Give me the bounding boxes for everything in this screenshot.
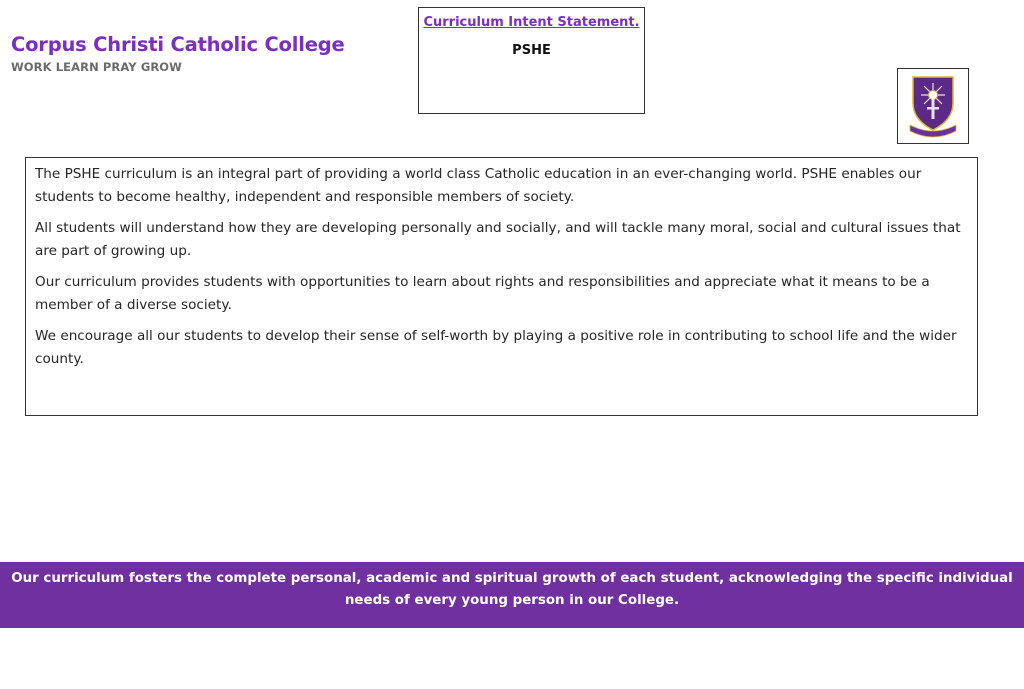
paragraph-1: The PSHE curriculum is an integral part of providing a world class Catholic education in an ever-changing world. PSHE enables our students to become healthy, independent and responsible members of society. <box>35 166 922 205</box>
college-name: Corpus Christi Catholic College <box>11 33 345 56</box>
paragraph-2: All students will understand how they are developing personally and socially, and will tackle many moral, social and cultural issues that are part of growing up. <box>35 220 961 259</box>
intent-subject: PSHE <box>512 43 551 58</box>
footer-banner: Our curriculum fosters the complete personal, academic and spiritual growth of each student, acknowledging the specific individual needs of every young person in our College. <box>0 562 1024 628</box>
college-motto: WORK LEARN PRAY GROW <box>11 60 182 74</box>
paragraph-3: Our curriculum provides students with opportunities to learn about rights and responsibilities and appreciate what it means to be a member of a diverse society. <box>35 274 930 313</box>
intent-title: Curriculum Intent Statement. <box>423 15 640 30</box>
paragraph-4: We encourage all our students to develop their sense of self-worth by playing a positive role in contributing to school life and the wider county. <box>35 328 957 367</box>
intent-content-box <box>25 157 978 416</box>
crest-frame <box>897 68 969 144</box>
college-crest-icon <box>905 73 961 139</box>
intent-statement-box <box>418 7 645 114</box>
